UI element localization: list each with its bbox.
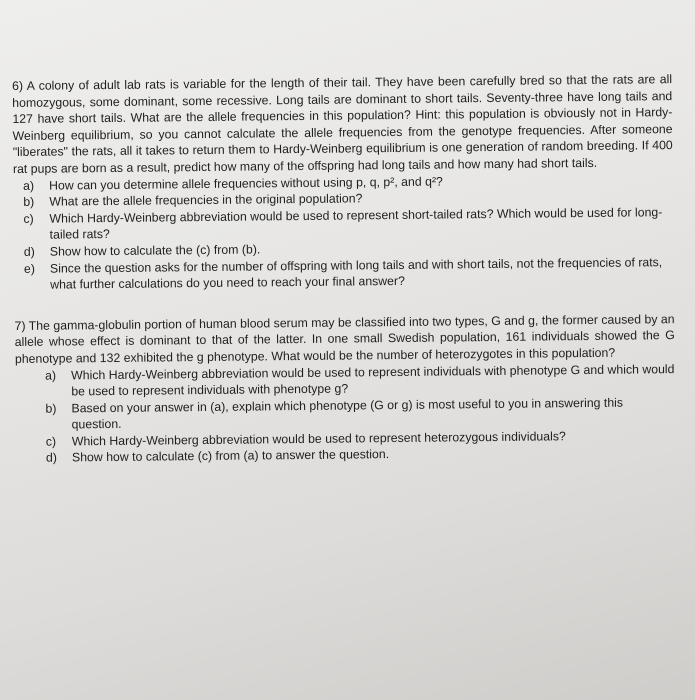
part-text: Which Hardy-Weinberg abbreviation would be used to represent heterozygous individuals? (71, 429, 566, 449)
part-text: Which Hardy-Weinberg abbreviation would be used to represent individuals with phenotype G and which would be used to represent individuals with phenotype g? (71, 361, 675, 399)
part-text: Based on your answer in (a), explain which phenotype (G or g) is most useful to you in answering this question. (71, 395, 624, 432)
part-marker: a) (45, 368, 57, 383)
question-7 (15, 311, 677, 467)
part-marker: b) (23, 194, 35, 210)
part-text: What are the allele frequencies in the original population? (49, 191, 363, 209)
part-text: How can you determine allele frequencies without using p, q, p², and q²? (49, 174, 443, 193)
part-marker: d) (45, 451, 57, 466)
question-6-stem: 6) A colony of adult lab rats is variable for the length of their tail. They have been carefully bred so that the rats are all homozygous, some dominant, some recessive. Long tails are dominant to short tails. Seventy-three have long tails and 127 have short tails. What are the allele frequencies in this population? Hint: this population is obviously not in Hardy-Weinberg equilibrium, so you cannot calculate the allele frequencies from the genotype frequencies. After someone "liberates" the rats, all it takes to return them to Hardy-Weinberg equilibrium is one generation of random breeding. If 400 rat pups are born as a result, predict how many of the offspring had long tails and how many had short tails. (12, 72, 673, 176)
part-text: Which Hardy-Weinberg abbreviation would be used to represent short-tailed rats? Which would be used for long-tailed rats? (49, 204, 663, 242)
part-marker: e) (23, 261, 36, 276)
part-text: Show how to calculate (c) from (a) to answer the question. (71, 447, 390, 465)
worksheet-text (12, 71, 676, 467)
question-6-parts (13, 171, 674, 294)
part-marker: c) (45, 434, 57, 449)
part-text: Show how to calculate the (c) from (b). (49, 242, 261, 259)
part-marker: b) (45, 401, 57, 416)
question-7-parts (15, 361, 676, 467)
question-7-stem: 7) The gamma-globulin portion of human blood serum may be classified into two types, G and g, the former caused by an allele whose effect is dominant to that of the latter. In one small Swedish population, 161 individuals showed the G phenotype and 132 exhibited the g phenotype. What would be the number of heterozygotes in this population? (14, 311, 675, 366)
part-marker: a) (23, 178, 35, 193)
part-marker: c) (23, 211, 34, 226)
part-marker: d) (23, 244, 35, 259)
question-6 (12, 71, 674, 294)
question-6-part-e (14, 254, 674, 294)
part-text: Since the question asks for the number of offspring with long tails and with short tails, not the frequencies of rats, what further calculations do you need to reach your final answer? (49, 254, 663, 292)
